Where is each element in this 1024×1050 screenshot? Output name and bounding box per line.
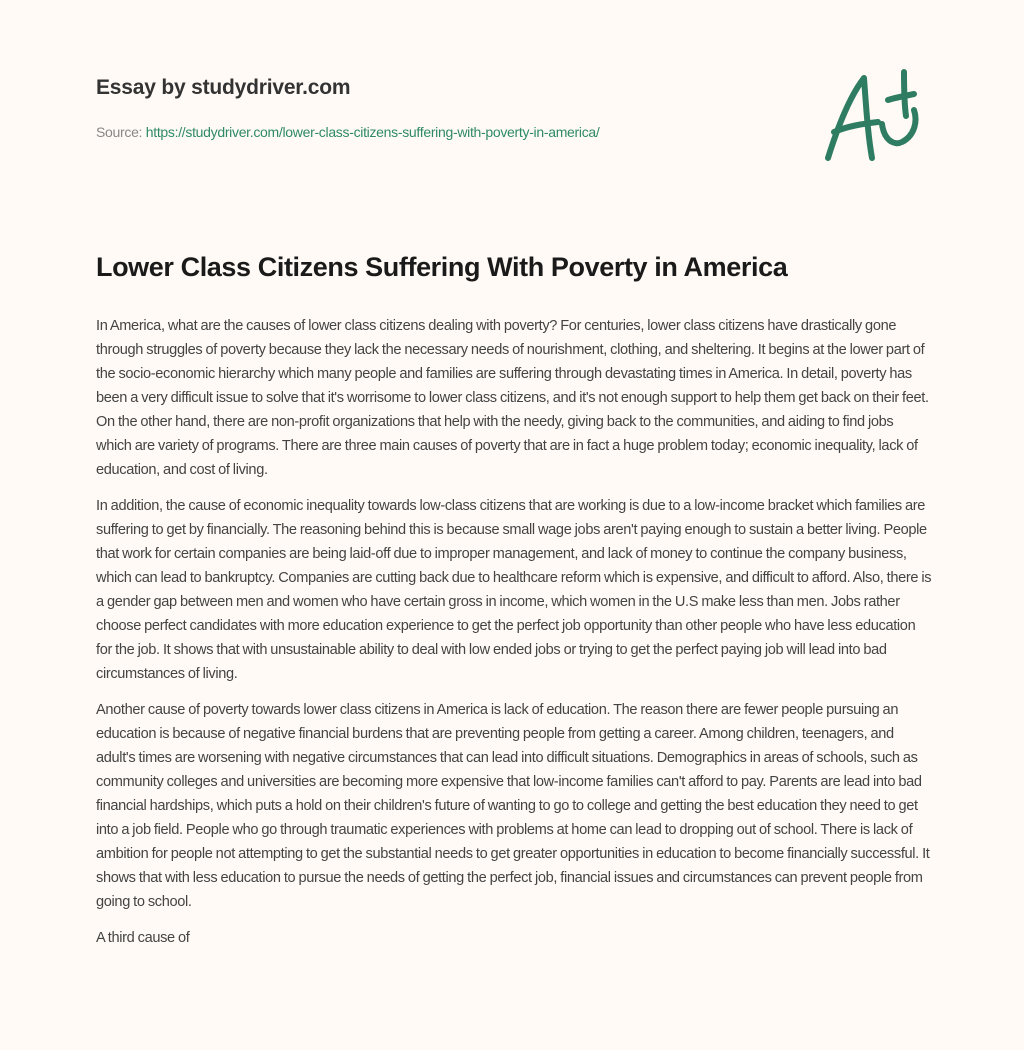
source-line xyxy=(96,124,600,140)
essay-paragraph: In America, what are the causes of lower class citizens dealing with poverty? For centuries, lower class citizens have drastically gone through struggles of poverty because they lack the necessary needs of nourishment, clothing, and sheltering. It begins at the lower part of the socio-economic hierarchy which many people and families are suffering through devastating times in America. In detail, poverty has been a very difficult issue to solve that it's worrisome to lower class citizens, and it's not enough support to help them get back on their feet. On the other hand, there are non-profit organizations that help with the needy, giving back to the communities, and aiding to find jobs which are variety of programs. There are three main causes of poverty that are in fact a huge problem today; economic inequality, lack of education, and cost of living. xyxy=(96,318,929,478)
essay-body xyxy=(96,314,932,962)
source-link[interactable]: https://studydriver.com/lower-class-citizens-suffering-with-poverty-in-america/ xyxy=(145,124,600,140)
essay-paragraph: In addition, the cause of economic inequality towards low-class citizens that are working is due to a low-income bracket which families are suffering to get by financially. The reasoning behind this is because small wage jobs aren't paying enough to sustain a better living. People that work for certain companies are being laid-off due to improper management, and lack of money to continue the company business, which can lead to bankruptcy. Companies are cutting back due to healthcare reform which is expensive, and difficult to afford. Also, there is a gender gap between men and women who have certain gross in income, which women in the U.S make less than men. Jobs rather choose perfect candidates with more education experience to get the perfect job opportunity than other people who have less education for the job. It shows that with unsustainable ability to deal with low ended jobs or trying to get the perfect paying job will lead into bad circumstances of living. xyxy=(96,498,932,682)
a-plus-logo-icon xyxy=(818,66,930,170)
essay-paragraph: Another cause of poverty towards lower class citizens in America is lack of education. The reason there are fewer people pursuing an education is because of negative financial burdens that are preventing people from getting a career. Among children, teenagers, and adult's times are worsening with negative circumstances that can lead into difficult situations. Demographics in areas of schools, such as community colleges and universities are becoming more expensive that low-income families can't afford to pay. Parents are lead into bad financial hardships, which puts a hold on their children's future of wanting to go to college and getting the best education they need to get into a job field. People who go through traumatic experiences with problems at home can lead to dropping out of school. There is lack of ambition for people not attempting to get the substantial needs to get greater opportunities in education to become financially successful. It shows that with less education to pursue the needs of getting the perfect job, financial issues and circumstances can prevent people from going to school. xyxy=(96,702,930,910)
site-title: Essay by studydriver.com xyxy=(96,76,351,99)
page-header xyxy=(0,0,1024,200)
essay-title: Lower Class Citizens Suffering With Poverty in America xyxy=(96,252,788,282)
source-label: Source: xyxy=(96,124,143,140)
essay-paragraph: A third cause of xyxy=(96,930,190,946)
